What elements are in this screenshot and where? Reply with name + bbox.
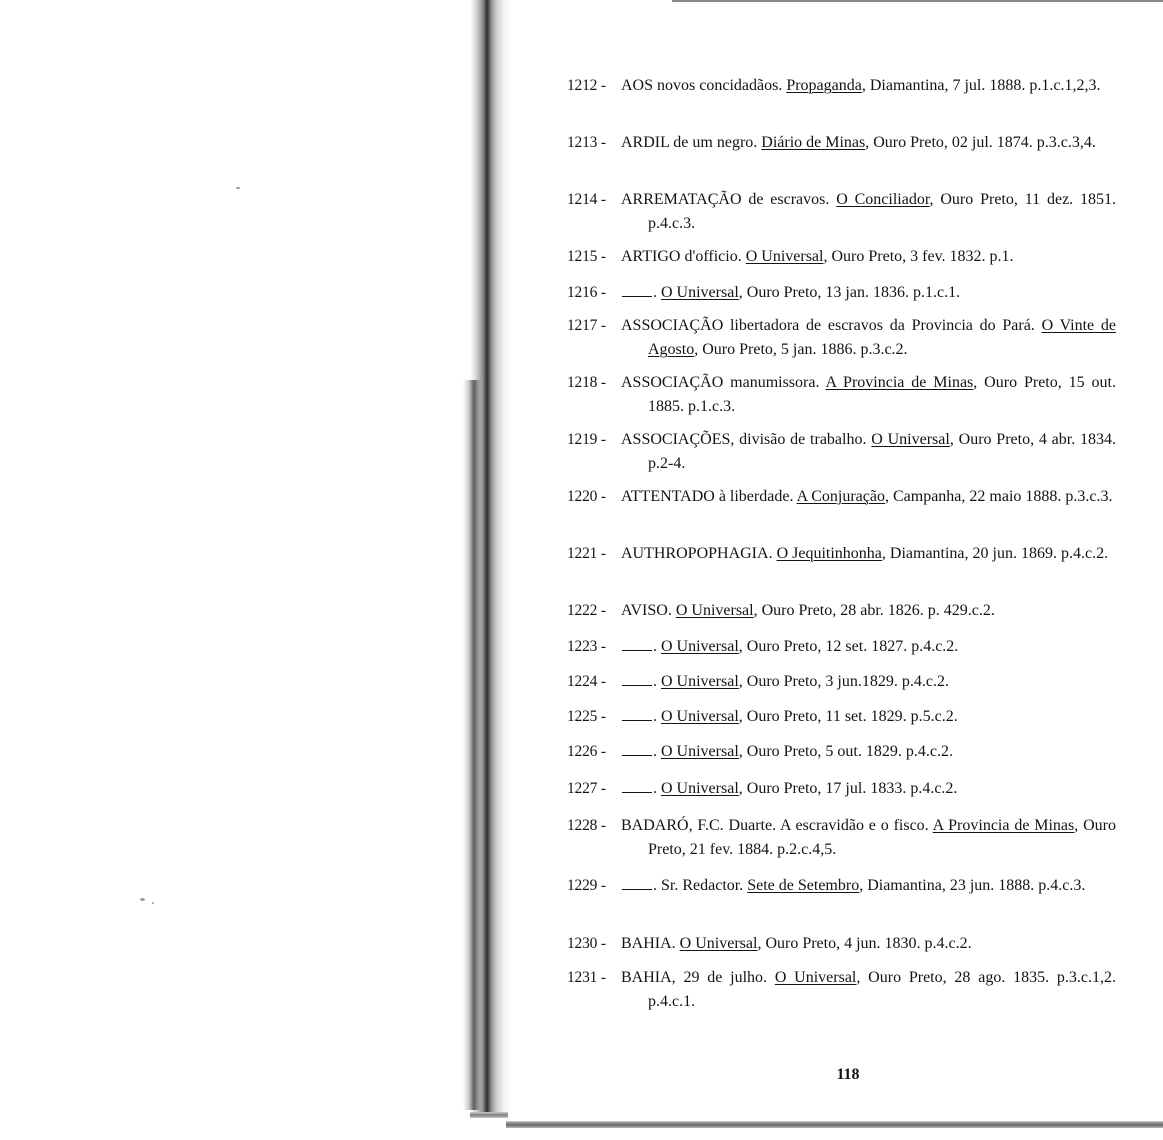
entry-1212 xyxy=(560,74,1116,98)
entry-number: 1231 - xyxy=(567,969,606,986)
periodical-title: O Universal xyxy=(661,708,739,725)
entry-text: . O Universal, Ouro Preto, 17 jul. 1833. p.4.c.2. xyxy=(621,777,1116,801)
entry-number: 1217 - xyxy=(567,317,606,334)
entry-number: 1216 - xyxy=(567,284,606,301)
entry-text: ASSOCIAÇÕES, divisão de trabalho. O Universal, Ouro Preto, 4 abr. 1834. p.2-4. xyxy=(621,431,1117,472)
entry-text: BAHIA. O Universal, Ouro Preto, 4 jun. 1830. p.4.c.2. xyxy=(621,935,972,952)
entry-number: 1223 - xyxy=(567,638,606,655)
entry-1220 xyxy=(560,485,1116,509)
periodical-title: O Jequitinhonha xyxy=(776,545,882,562)
page-top-edge xyxy=(672,0,1163,2)
entry-text: . O Universal, Ouro Preto, 3 jun.1829. p.4.c.2. xyxy=(621,670,1116,694)
periodical-title: O Universal xyxy=(774,969,857,986)
entry-number: 1228 - xyxy=(567,817,606,834)
periodical-title: O Vinte de Agosto xyxy=(648,317,1117,358)
periodical-title: A Conjuração xyxy=(796,488,885,505)
entry-text: . O Universal, Ouro Preto, 5 out. 1829. p.4.c.2. xyxy=(621,740,1116,764)
entry-number: 1221 - xyxy=(567,545,606,562)
entry-text: BADARÓ, F.C. Duarte. A escravidão e o fisco. A Provincia de Minas, Ouro Preto, 21 fev. 1884. p.2.c.4,5. xyxy=(621,817,1116,858)
entry-1214 xyxy=(560,188,1116,236)
entry-1216 xyxy=(560,281,1116,305)
entry-1228 xyxy=(560,814,1116,862)
entry-number: 1222 - xyxy=(567,602,606,619)
entry-1224 xyxy=(560,670,1116,694)
periodical-title: O Universal xyxy=(661,638,739,655)
periodical-title: Sete de Setembro xyxy=(747,877,860,894)
periodical-title: A Provincia de Minas xyxy=(932,817,1075,834)
entry-1227 xyxy=(560,777,1116,801)
periodical-title: Propaganda xyxy=(786,77,862,94)
entry-1222 xyxy=(560,599,1116,623)
periodical-title: O Universal xyxy=(661,673,739,690)
entry-text: ATTENTADO à liberdade. A Conjuração, Campanha, 22 maio 1888. p.3.c.3. xyxy=(621,488,1113,505)
entry-number: 1225 - xyxy=(567,708,606,725)
periodical-title: A Provincia de Minas xyxy=(825,374,974,391)
periodical-title: O Universal xyxy=(679,935,758,952)
scan-speck xyxy=(140,898,145,901)
entry-number: 1226 - xyxy=(567,743,606,760)
entry-number: 1215 - xyxy=(567,248,606,265)
periodical-title: O Conciliador xyxy=(836,191,930,208)
periodical-title: Diário de Minas xyxy=(761,134,866,151)
entry-1225 xyxy=(560,705,1116,729)
periodical-title: O Universal xyxy=(675,602,754,619)
repeat-author-blank xyxy=(622,708,652,721)
page-bottom-edge xyxy=(506,1121,1163,1128)
repeat-author-blank xyxy=(622,638,652,651)
repeat-author-blank xyxy=(622,743,652,756)
entry-text: ASSOCIAÇÃO manumissora. A Provincia de Minas, Ouro Preto, 15 out. 1885. p.1.c.3. xyxy=(621,374,1116,415)
page-bottom-edge-tail xyxy=(470,1112,508,1118)
page-number: 118 xyxy=(836,1066,860,1083)
entry-number: 1218 - xyxy=(567,374,606,391)
repeat-author-blank xyxy=(622,877,652,890)
entry-number: 1224 - xyxy=(567,673,606,690)
entry-1230 xyxy=(560,932,1116,956)
repeat-author-blank xyxy=(622,780,652,793)
scan-speck xyxy=(236,187,240,189)
repeat-author-blank xyxy=(622,284,652,297)
entry-1229 xyxy=(560,874,1116,898)
entry-text: . Sr. Redactor. Sete de Setembro, Diamantina, 23 jun. 1888. p.4.c.3. xyxy=(621,874,1116,898)
entry-text: AUTHROPOPHAGIA. O Jequitinhonha, Diamantina, 20 jun. 1869. p.4.c.2. xyxy=(621,545,1109,562)
periodical-title: O Universal xyxy=(745,248,824,265)
entry-1221 xyxy=(560,542,1116,566)
repeat-author-blank xyxy=(622,673,652,686)
entry-text: . O Universal, Ouro Preto, 11 set. 1829. p.5.c.2. xyxy=(621,705,1116,729)
entry-number: 1213 - xyxy=(567,134,606,151)
entry-1217 xyxy=(560,314,1116,362)
entry-number: 1220 - xyxy=(567,488,606,505)
entry-text: ARREMATAÇÃO de escravos. O Conciliador, Ouro Preto, 11 dez. 1851. p.4.c.3. xyxy=(621,191,1117,232)
entry-text: ARTIGO d'officio. O Universal, Ouro Preto, 3 fev. 1832. p.1. xyxy=(621,248,1014,265)
entry-text: ASSOCIAÇÃO libertadora de escravos da Provincia do Pará. O Vinte de Agosto, Ouro Preto, 5 jan. 1886. p.3.c.2. xyxy=(621,317,1117,358)
entry-1223 xyxy=(560,635,1116,659)
bibliography-page xyxy=(560,70,1120,1110)
entry-1218 xyxy=(560,371,1116,419)
entry-text: ARDIL de um negro. Diário de Minas, Ouro Preto, 02 jul. 1874. p.3.c.3,4. xyxy=(621,134,1096,151)
entry-number: 1219 - xyxy=(567,431,606,448)
book-gutter-fold xyxy=(463,380,481,1110)
entry-text: BAHIA, 29 de julho. O Universal, Ouro Preto, 28 ago. 1835. p.3.c.1,2. p.4.c.1. xyxy=(621,969,1117,1010)
entry-text: AVISO. O Universal, Ouro Preto, 28 abr. 1826. p. 429.c.2. xyxy=(621,602,995,619)
periodical-title: O Universal xyxy=(661,743,739,760)
entry-text: . O Universal, Ouro Preto, 13 jan. 1836. p.1.c.1. xyxy=(621,281,1116,305)
entry-1231 xyxy=(560,966,1116,1014)
entry-number: 1227 - xyxy=(567,780,606,797)
periodical-title: O Universal xyxy=(661,284,739,301)
entry-1215 xyxy=(560,245,1116,269)
entry-text: . O Universal, Ouro Preto, 12 set. 1827. p.4.c.2. xyxy=(621,635,1116,659)
entry-number: 1214 - xyxy=(567,191,606,208)
entry-text: AOS novos concidadãos. Propaganda, Diamantina, 7 jul. 1888. p.1.c.1,2,3. xyxy=(621,77,1101,94)
entry-number: 1212 - xyxy=(567,77,606,94)
periodical-title: O Universal xyxy=(661,780,739,797)
entry-number: 1229 - xyxy=(567,877,606,894)
periodical-title: O Universal xyxy=(871,431,950,448)
entry-number: 1230 - xyxy=(567,935,606,952)
entry-1213 xyxy=(560,131,1116,155)
entry-1226 xyxy=(560,740,1116,764)
entry-1219 xyxy=(560,428,1116,476)
scan-speck xyxy=(152,902,154,904)
